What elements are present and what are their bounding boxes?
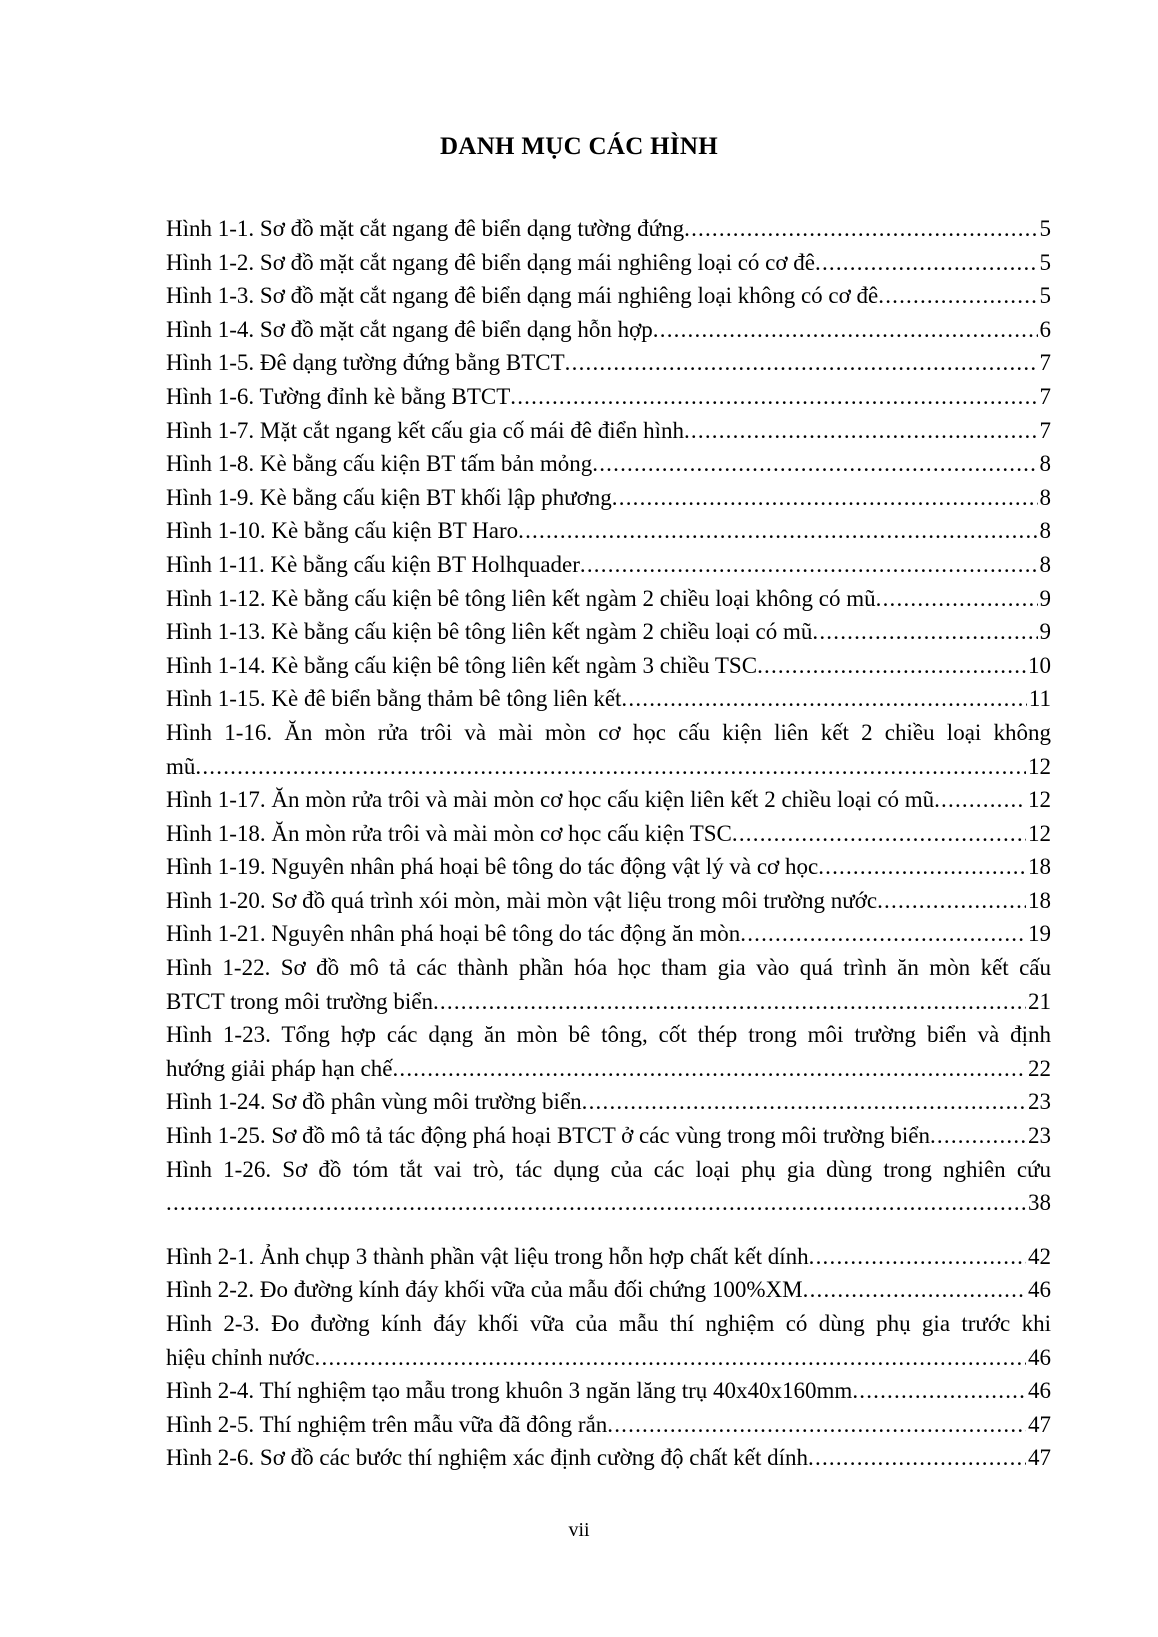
figure-page-number: 47 (1028, 1411, 1051, 1437)
figure-caption: Hình 1-24. Sơ đồ phân vùng môi trường biển (166, 1089, 582, 1115)
dot-leader (876, 582, 1038, 616)
figure-caption: BTCT trong môi trường biển (166, 988, 433, 1014)
figure-list-item[interactable] (166, 649, 1051, 683)
figure-page-number: 8 (1039, 451, 1051, 477)
dot-leader (852, 1374, 1026, 1408)
figure-entry-line (166, 1240, 1051, 1274)
figure-caption: Hình 1-20. Sơ đồ quá trình xói mòn, mài mòn vật liệu trong môi trường nước (166, 887, 878, 913)
figure-page-number: 9 (1039, 619, 1051, 645)
figure-entry-line (166, 414, 1051, 448)
figure-page-number: 42 (1028, 1243, 1051, 1269)
figure-page-number: 7 (1039, 383, 1051, 409)
figure-page-number: 12 (1028, 753, 1051, 779)
figure-caption-first-line: Hình 2-3. Đo đường kính đáy khối vữa của mẫu thí nghiệm có dùng phụ gia trước khi (166, 1311, 1051, 1336)
figure-entry-line (166, 750, 1051, 784)
dot-leader (757, 649, 1026, 683)
figure-entry-line (166, 850, 1051, 884)
figure-caption: Hình 1-15. Kè đê biển bằng thảm bê tông liên kết (166, 686, 622, 712)
figure-caption: Hình 1-6. Tường đỉnh kè bằng BTCT (166, 383, 511, 409)
figure-caption: Hình 1-21. Nguyên nhân phá hoại bê tông do tác động ăn mòn (166, 921, 741, 947)
figure-page-number: 46 (1028, 1344, 1051, 1370)
dot-leader (195, 750, 1026, 784)
figure-caption: Hình 1-25. Sơ đồ mô tả tác động phá hoại BTCT ở các vùng trong môi trường biển (166, 1123, 930, 1149)
dot-leader (818, 850, 1026, 884)
figure-caption: Hình 1-18. Ăn mòn rửa trôi và mài mòn cơ học cấu kiện TSC (166, 820, 732, 846)
figure-entry-line (166, 649, 1051, 683)
dot-leader (510, 380, 1037, 414)
figure-list-item[interactable] (166, 1273, 1051, 1307)
figure-list-item[interactable] (166, 783, 1051, 817)
figure-entry-line (166, 1441, 1051, 1475)
figure-page-number: 46 (1028, 1277, 1051, 1303)
figure-list-item[interactable] (166, 1153, 1051, 1220)
figure-page-number: 19 (1028, 921, 1051, 947)
section-gap (166, 1220, 1051, 1240)
figure-entry-line (166, 212, 1051, 246)
dot-leader (653, 313, 1038, 347)
dot-leader (621, 682, 1026, 716)
figure-page-number: 5 (1039, 283, 1051, 309)
dot-leader (592, 447, 1037, 481)
figure-entry-line (166, 1186, 1051, 1220)
figure-list-item[interactable] (166, 414, 1051, 448)
figure-page-number: 5 (1039, 216, 1051, 241)
dot-leader (809, 1240, 1026, 1274)
figure-list-item[interactable] (166, 850, 1051, 884)
dot-leader (803, 1273, 1026, 1307)
figure-caption: Hình 1-14. Kè bằng cấu kiện bê tông liên kết ngàm 3 chiều TSC (166, 652, 758, 678)
figure-caption: Hình 2-1. Ảnh chụp 3 thành phần vật liệu trong hỗn hợp chất kết dính (166, 1243, 809, 1269)
figure-caption: Hình 1-2. Sơ đồ mặt cắt ngang đê biển dạng mái nghiêng loại có cơ đê (166, 249, 815, 275)
figure-list-item[interactable] (166, 1119, 1051, 1153)
figure-caption: Hình 1-1. Sơ đồ mặt cắt ngang đê biển dạng tường đứng (166, 216, 685, 241)
dot-leader (315, 1341, 1026, 1375)
figure-entry-line (166, 481, 1051, 515)
dot-leader (580, 548, 1038, 582)
figure-caption: Hình 1-7. Mặt cắt ngang kết cấu gia cố mái đê điển hình (166, 417, 684, 443)
dot-leader (878, 279, 1037, 313)
figure-caption: Hình 1-19. Nguyên nhân phá hoại bê tông do tác động vật lý và cơ học (166, 854, 819, 880)
figure-list-item[interactable] (166, 380, 1051, 414)
dot-leader (930, 1119, 1026, 1153)
figure-list-item[interactable] (166, 1085, 1051, 1119)
figure-page-number: 21 (1028, 988, 1051, 1014)
figure-list-item[interactable] (166, 1307, 1051, 1374)
figure-caption: hiệu chỉnh nước (166, 1344, 315, 1370)
dot-leader (166, 1186, 1026, 1220)
dot-leader (684, 212, 1037, 246)
figure-page-number: 11 (1028, 686, 1051, 712)
figure-caption: Hình 1-9. Kè bằng cấu kiện BT khối lập phương (166, 484, 612, 510)
figure-caption: Hình 2-5. Thí nghiệm trên mẫu vữa đã đông rắn (166, 1411, 608, 1437)
figure-entry-line (166, 279, 1051, 313)
figure-list-item[interactable] (166, 548, 1051, 582)
figure-page-number: 23 (1028, 1089, 1051, 1115)
figure-list (166, 212, 1051, 1475)
figure-page-number: 8 (1039, 518, 1051, 544)
figure-caption: Hình 1-11. Kè bằng cấu kiện BT Holhquader (166, 551, 580, 577)
figure-page-number: 47 (1028, 1445, 1051, 1471)
dot-leader (740, 917, 1026, 951)
figure-list-item[interactable] (166, 447, 1051, 481)
figure-caption: Hình 2-2. Đo đường kính đáy khối vữa của mẫu đối chứng 100%XM (166, 1277, 803, 1303)
figure-entry-line (166, 1374, 1051, 1408)
dot-leader (433, 985, 1026, 1019)
figure-page-number: 22 (1028, 1055, 1051, 1081)
figure-list-item[interactable] (166, 582, 1051, 616)
figure-list-item[interactable] (166, 313, 1051, 347)
dot-leader (732, 817, 1026, 851)
dot-leader (565, 346, 1038, 380)
figure-entry-line (166, 1052, 1051, 1086)
figure-list-item[interactable] (166, 346, 1051, 380)
figure-page-number: 8 (1039, 484, 1051, 510)
figure-list-item[interactable] (166, 481, 1051, 515)
figure-entry-line (166, 682, 1051, 716)
figure-list-item[interactable] (166, 716, 1051, 783)
dot-leader (877, 884, 1026, 918)
dot-leader (812, 615, 1037, 649)
figure-caption: Hình 1-3. Sơ đồ mặt cắt ngang đê biển dạng mái nghiêng loại không có cơ đê (166, 283, 879, 309)
figure-page-number: 7 (1039, 350, 1051, 376)
figure-list-item[interactable] (166, 1374, 1051, 1408)
figure-list-item[interactable] (166, 682, 1051, 716)
figure-page-number: 10 (1028, 652, 1051, 678)
figure-caption: Hình 1-17. Ăn mòn rửa trôi và mài mòn cơ học cấu kiện liên kết 2 chiều loại có mũ (166, 787, 935, 813)
figure-page-number: 12 (1028, 787, 1051, 813)
figure-caption-first-line: Hình 1-26. Sơ đồ tóm tắt vai trò, tác dụng của các loại phụ gia dùng trong nghiên cứu (166, 1156, 1051, 1182)
page-title: DANH MỤC CÁC HÌNH (439, 133, 718, 160)
figure-list-item[interactable] (166, 514, 1051, 548)
figure-page-number: 12 (1028, 820, 1051, 846)
figure-entry-line (166, 1085, 1051, 1119)
figure-entry-line (166, 1273, 1051, 1307)
figure-caption: Hình 2-4. Thí nghiệm tạo mẫu trong khuôn 3 ngăn lăng trụ 40x40x160mm (166, 1378, 853, 1404)
figure-entry-line (166, 514, 1051, 548)
figure-caption-first-line: Hình 1-23. Tổng hợp các dạng ăn mòn bê tông, cốt thép trong môi trường biển và định (166, 1022, 1051, 1048)
dot-leader (392, 1052, 1026, 1086)
figure-page-number: 6 (1039, 316, 1051, 342)
figure-entry-line (166, 1341, 1051, 1375)
figure-caption: Hình 1-13. Kè bằng cấu kiện bê tông liên kết ngàm 2 chiều loại có mũ (166, 619, 813, 645)
figure-entry-line (166, 917, 1051, 951)
figure-entry-line (166, 1408, 1051, 1442)
figure-caption: mũ (166, 753, 196, 779)
figure-entry-line (166, 447, 1051, 481)
figure-entry-line (166, 1119, 1051, 1153)
figure-caption-first-line: Hình 1-22. Sơ đồ mô tả các thành phần hóa học tham gia vào quá trình ăn mòn kết cấu (166, 955, 1051, 981)
dot-leader (612, 481, 1038, 515)
figure-caption: Hình 1-12. Kè bằng cấu kiện bê tông liên kết ngàm 2 chiều loại không có mũ (166, 585, 876, 611)
figure-entry-line (166, 548, 1051, 582)
figure-caption: Hình 1-8. Kè bằng cấu kiện BT tấm bản mỏng (166, 451, 593, 477)
page-number-footer: vii (568, 1519, 590, 1541)
figure-entry-line (166, 783, 1051, 817)
figure-entry-line (166, 884, 1051, 918)
figure-list-item[interactable] (166, 1441, 1051, 1475)
figure-entry-line (166, 817, 1051, 851)
dot-leader (518, 514, 1037, 548)
dot-leader (934, 783, 1026, 817)
figure-page-number: 5 (1039, 249, 1051, 275)
figure-caption: Hình 1-5. Đê dạng tường đứng bằng BTCT (166, 350, 565, 376)
figure-list-item[interactable] (166, 615, 1051, 649)
figure-entry-line (166, 615, 1051, 649)
figure-page-number: 23 (1028, 1123, 1051, 1149)
figure-caption: Hình 1-10. Kè bằng cấu kiện BT Haro (166, 518, 519, 544)
figure-list-item[interactable] (166, 884, 1051, 918)
figure-caption: Hình 2-6. Sơ đồ các bước thí nghiệm xác định cường độ chất kết dính (166, 1445, 809, 1471)
figure-caption: hướng giải pháp hạn chế (166, 1055, 393, 1081)
figure-list-item[interactable] (166, 951, 1051, 1018)
figure-caption-first-line: Hình 1-16. Ăn mòn rửa trôi và mài mòn cơ học cấu kiện liên kết 2 chiều loại không (166, 719, 1051, 745)
dot-leader (684, 414, 1038, 448)
figure-entry-line (166, 246, 1051, 280)
figure-list-item[interactable] (166, 212, 1051, 246)
figure-page-number: 46 (1028, 1378, 1051, 1404)
figure-entry-line (166, 313, 1051, 347)
figure-list-item[interactable] (166, 1240, 1051, 1274)
figure-list-item[interactable] (166, 1408, 1051, 1442)
figure-page-number: 9 (1039, 585, 1051, 611)
figure-list-item[interactable] (166, 917, 1051, 951)
figure-page-number: 7 (1039, 417, 1051, 443)
figure-entry-line (166, 582, 1051, 616)
dot-leader (582, 1085, 1026, 1119)
figure-list-item[interactable] (166, 1018, 1051, 1085)
figure-list-item[interactable] (166, 246, 1051, 280)
figure-page-number: 38 (1028, 1190, 1051, 1216)
figure-page-number: 18 (1028, 887, 1051, 913)
figure-entry-line (166, 346, 1051, 380)
figure-list-item[interactable] (166, 279, 1051, 313)
figure-caption: Hình 1-4. Sơ đồ mặt cắt ngang đê biển dạng hỗn hợp (166, 316, 653, 342)
dot-leader (607, 1408, 1026, 1442)
dot-leader (815, 246, 1038, 280)
dot-leader (808, 1441, 1026, 1475)
figure-list-item[interactable] (166, 817, 1051, 851)
figure-entry-line (166, 380, 1051, 414)
figure-page-number: 8 (1039, 551, 1051, 577)
figure-entry-line (166, 985, 1051, 1019)
figure-page-number: 18 (1028, 854, 1051, 880)
